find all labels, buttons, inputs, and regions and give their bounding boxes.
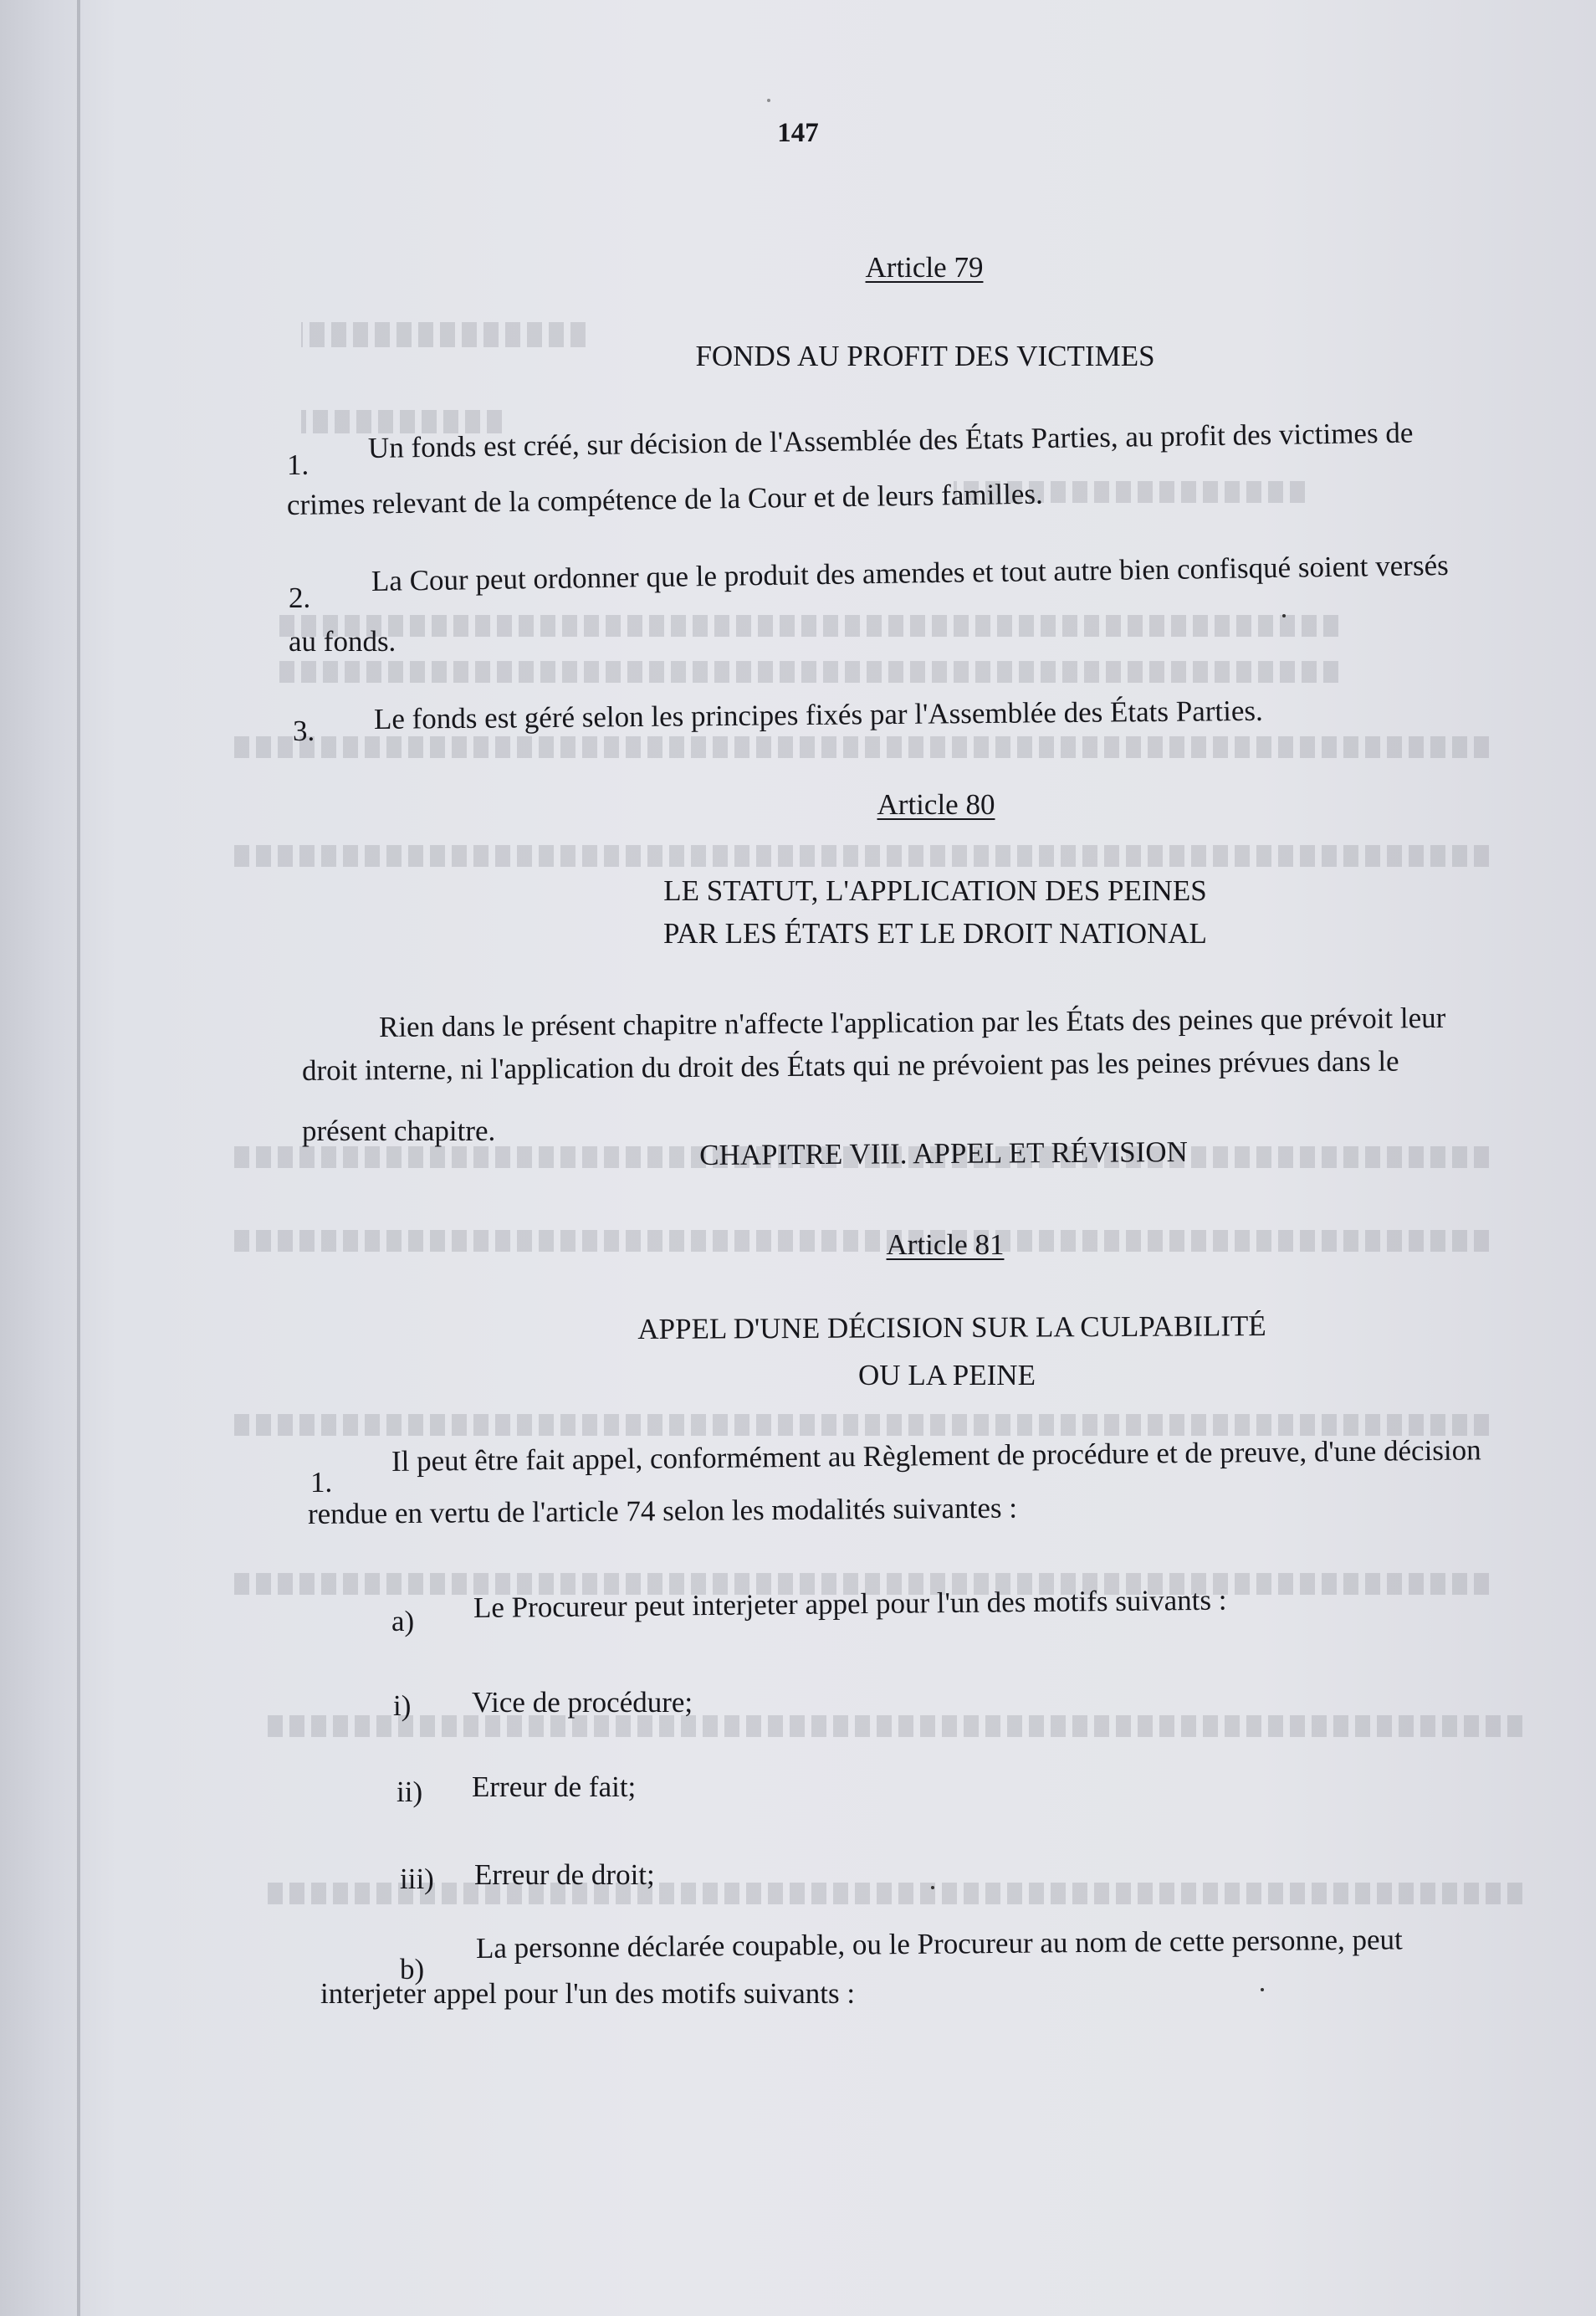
item-iii-label: iii) [400, 1863, 434, 1895]
article-79-title: FONDS AU PROFIT DES VICTIMES [695, 340, 1155, 372]
bleed-through-6 [234, 736, 1489, 758]
item-ii-label: ii) [396, 1775, 423, 1808]
item-a-text: Le Procureur peut interjeter appel pour l'un des motifs suivants : [473, 1583, 1227, 1624]
scan-speck [931, 1886, 934, 1889]
article-79-para-2-number: 2. [289, 582, 311, 614]
article-80-title-line-1: LE STATUT, L'APPLICATION DES PEINES [663, 874, 1207, 907]
article-80-heading: Article 80 [877, 788, 995, 821]
item-i-text: Vice de procédure; [472, 1686, 693, 1719]
article-79-para-2-line-1: La Cour peut ordonner que le produit des amendes et tout autre bien confisqué soient versés [371, 548, 1449, 597]
article-81-title-line-1: APPEL D'UNE DÉCISION SUR LA CULPABILITÉ [637, 1309, 1266, 1345]
bleed-through-7 [234, 845, 1489, 867]
bleed-through-12 [268, 1715, 1522, 1737]
article-80-title-line-2: PAR LES ÉTATS ET LE DROIT NATIONAL [663, 917, 1207, 950]
item-iii-text: Erreur de droit; [474, 1858, 655, 1891]
scan-speck [1282, 614, 1286, 617]
item-b-label: b) [400, 1953, 425, 1986]
article-81-title-line-2: OU LA PEINE [858, 1359, 1036, 1391]
article-81-para-1-line-1: Il peut être fait appel, conformément au Règlement de procédure et de preuve, d'une décision [391, 1433, 1481, 1478]
item-b-line-1: La personne déclarée coupable, ou le Procureur au nom de cette personne, peut [475, 1923, 1403, 1965]
scan-speck [1261, 1988, 1264, 1991]
item-b-line-2: interjeter appel pour l'un des motifs suivants : [320, 1977, 856, 2010]
chapter-heading: CHAPITRE VIII. APPEL ET RÉVISION [699, 1135, 1188, 1172]
article-80-line-2: droit interne, ni l'application du droit des États qui ne prévoient pas les peines prévues dans le [301, 1044, 1399, 1087]
article-80-line-1: Rien dans le présent chapitre n'affecte l'application par les États des peines que prévoit leur [378, 1001, 1446, 1043]
article-79-para-1-line-2: crimes relevant de la compétence de la Cour et de leurs familles. [286, 477, 1043, 521]
bleed-through-4 [276, 615, 1338, 637]
bleed-through-5 [276, 661, 1338, 683]
item-a-label: a) [391, 1605, 415, 1637]
article-79-heading: Article 79 [865, 251, 984, 284]
scan-speck [767, 99, 770, 102]
item-ii-text: Erreur de fait; [472, 1770, 637, 1803]
article-80-line-3: présent chapitre. [302, 1114, 496, 1147]
article-81-heading: Article 81 [886, 1228, 1005, 1261]
article-79-para-3-number: 3. [293, 715, 315, 747]
bleed-through-1 [301, 322, 586, 347]
page-number: 147 [777, 118, 819, 148]
article-79-para-1-line-1: Un fonds est créé, sur décision de l'Assemblée des États Parties, au profit des victimes de [367, 416, 1414, 464]
article-79-para-2-line-2: au fonds. [289, 625, 396, 658]
article-81-para-1-line-2: rendue en vertu de l'article 74 selon les modalités suivantes : [307, 1491, 1018, 1530]
bleed-through-10 [234, 1414, 1489, 1436]
bleed-through-13 [268, 1883, 1522, 1904]
article-79-para-3-line-1: Le fonds est géré selon les principes fixés par l'Assemblée des États Parties. [373, 694, 1263, 735]
binding-shadow [77, 0, 80, 2316]
article-81-para-1-number: 1. [310, 1466, 333, 1499]
article-79-para-1-number: 1. [287, 448, 309, 481]
item-i-label: i) [393, 1689, 412, 1722]
